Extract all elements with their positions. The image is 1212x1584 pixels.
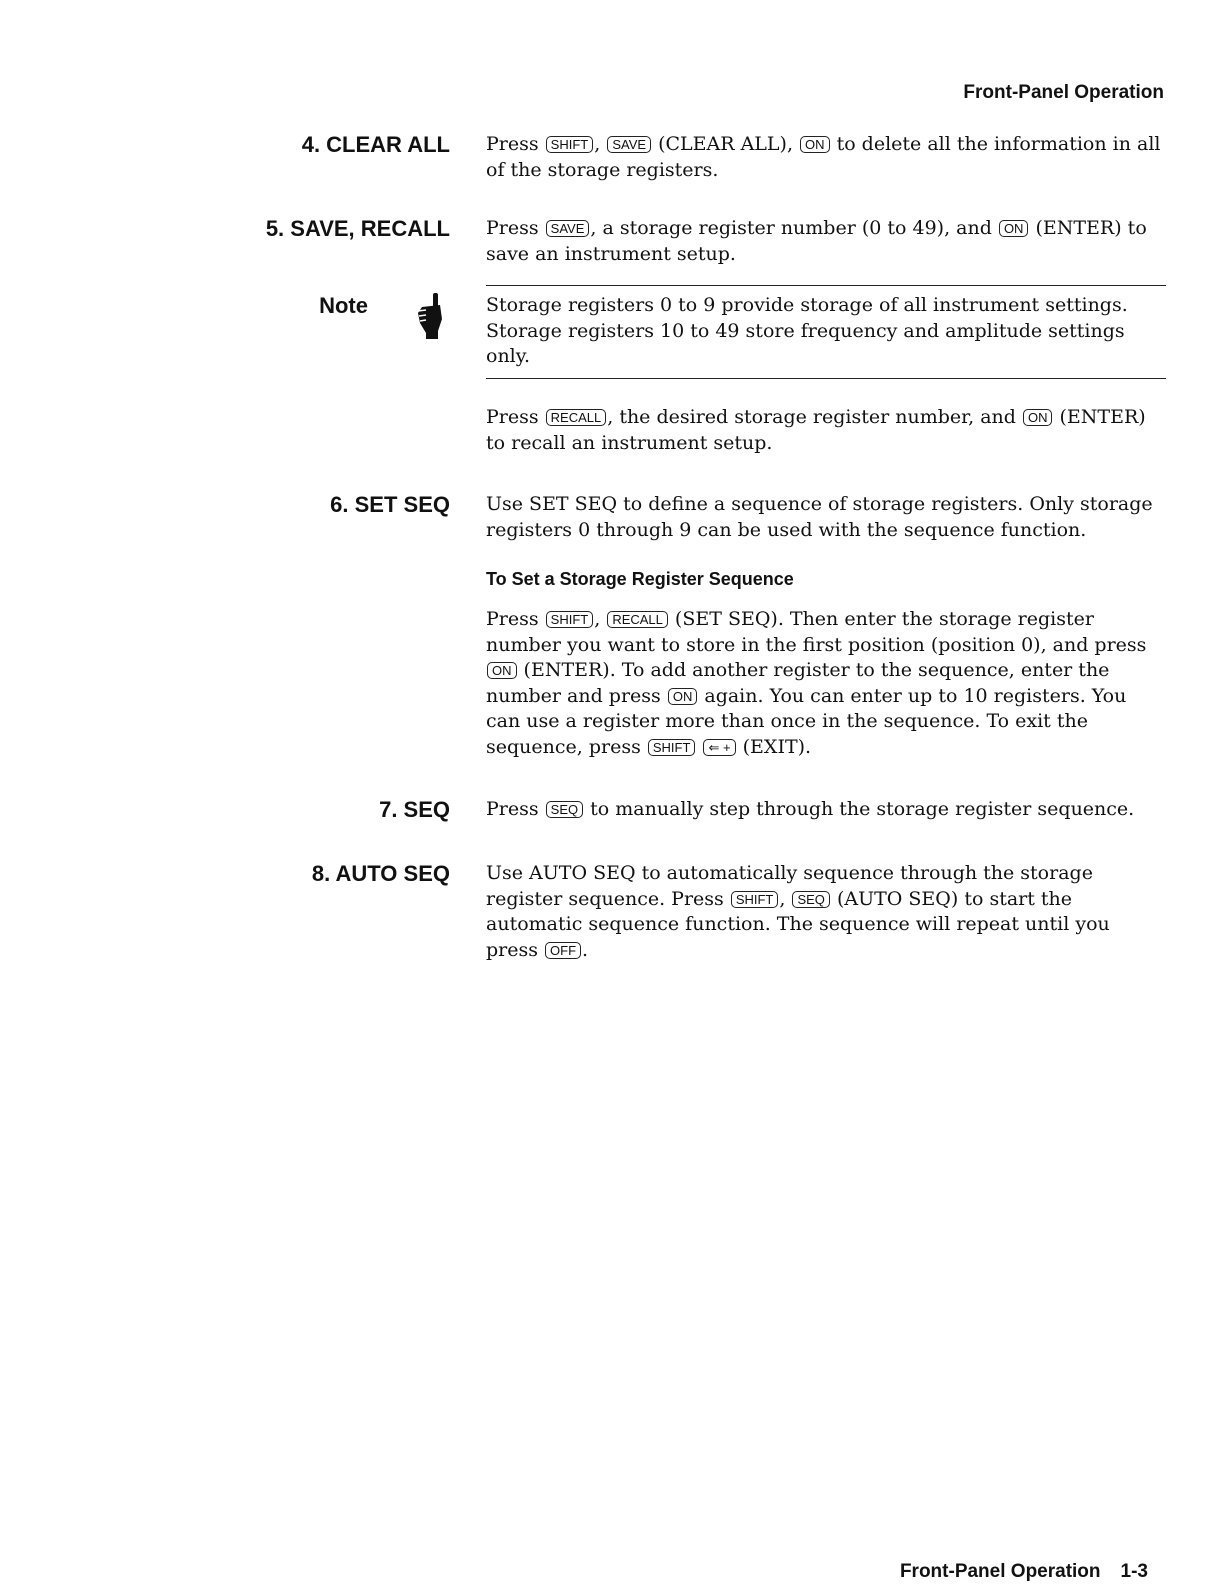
- on-key: ON: [668, 688, 698, 705]
- save-key: SAVE: [607, 136, 651, 153]
- page-header: Front-Panel Operation: [963, 82, 1164, 103]
- shift-key: SHIFT: [731, 891, 779, 908]
- section-label-clear-all: 4. CLEAR ALL: [301, 132, 450, 157]
- footer-title: Front-Panel Operation: [899, 1561, 1101, 1582]
- text-run: (CLEAR ALL),: [652, 133, 800, 155]
- note-bottom-rule: [486, 378, 1166, 379]
- backspace-key: ⇐ +: [703, 739, 735, 756]
- shift-key: SHIFT: [546, 136, 594, 153]
- text-run: Use AUTO SEQ to automatically sequence through the storage register sequence. Press: [486, 862, 1093, 910]
- page-number: 1-3: [1120, 1561, 1148, 1582]
- text-run: (ENTER) to save an instrument setup.: [486, 217, 1147, 265]
- section-label-save-recall: 5. SAVE, RECALL: [265, 216, 450, 241]
- text-run: [696, 736, 702, 758]
- text-run: , a storage register number (0 to 49), and: [590, 217, 998, 239]
- text-run: to manually step through the storage register sequence.: [584, 798, 1135, 820]
- text-run: ,: [594, 133, 607, 155]
- text-run: .: [582, 938, 589, 961]
- text-run: (ENTER) to recall an instrument setup.: [486, 406, 1146, 454]
- section-label-set-seq: 6. SET SEQ: [330, 492, 450, 517]
- seq-key: SEQ: [792, 891, 829, 908]
- text-run: (EXIT).: [736, 735, 812, 758]
- page-footer: [900, 1561, 1148, 1583]
- text-run: Press: [486, 608, 545, 630]
- section-body-auto-seq: [486, 861, 1166, 963]
- recall-body: [486, 405, 1166, 456]
- section-body-set-seq: Use SET SEQ to define a sequence of storage registers. Only storage registers 0 through 9 can be used with the sequence function.: [486, 493, 1153, 541]
- text-run: (ENTER). To add another register to the sequence, enter the number and press: [486, 659, 1110, 707]
- text-run: ,: [594, 608, 607, 630]
- text-run: ,: [779, 887, 792, 910]
- section-body-seq: [486, 797, 1166, 823]
- shift-key: SHIFT: [648, 739, 696, 756]
- text-run: to delete all the information in all of the storage registers.: [486, 133, 1161, 181]
- on-key: ON: [1023, 409, 1053, 426]
- note-top-rule: [486, 285, 1166, 286]
- section-body-save-recall: [486, 216, 1166, 267]
- text-run: Press: [486, 217, 545, 239]
- text-run: again. You can enter up to 10 registers. You can use a register more than once in the sequence. To exit the sequence, press: [486, 684, 1127, 758]
- recall-key: RECALL: [607, 611, 668, 628]
- seq-key: SEQ: [546, 801, 583, 818]
- on-key: ON: [999, 220, 1029, 237]
- section-label-auto-seq: 8. AUTO SEQ: [311, 861, 450, 886]
- text-run: Press: [486, 133, 545, 155]
- text-run: (AUTO SEQ) to start the automatic sequence function. The sequence will repeat until you press: [486, 887, 1110, 961]
- section-label-seq: 7. SEQ: [379, 797, 450, 822]
- recall-key: RECALL: [546, 409, 607, 426]
- note-body: Storage registers 0 to 9 provide storage of all instrument settings. Storage registers 10 to 49 store frequency and amplitude settings only.: [486, 294, 1128, 367]
- pointing-hand-icon: [414, 293, 446, 341]
- shift-key: SHIFT: [546, 611, 594, 628]
- subheading: To Set a Storage Register Sequence: [486, 569, 794, 589]
- section-body-clear-all: [486, 132, 1166, 183]
- on-key: ON: [487, 662, 517, 679]
- text-run: Press: [486, 406, 545, 428]
- off-key: OFF: [545, 942, 581, 959]
- on-key: ON: [800, 136, 830, 153]
- set-seq-procedure: [486, 607, 1166, 760]
- text-run: (SET SEQ). Then enter the storage register number you want to store in the first position (position 0), and press: [486, 608, 1147, 656]
- text-run: Press: [486, 798, 545, 820]
- note-label: Note: [319, 293, 368, 318]
- text-run: , the desired storage register number, and: [607, 406, 1022, 428]
- save-key: SAVE: [546, 220, 590, 237]
